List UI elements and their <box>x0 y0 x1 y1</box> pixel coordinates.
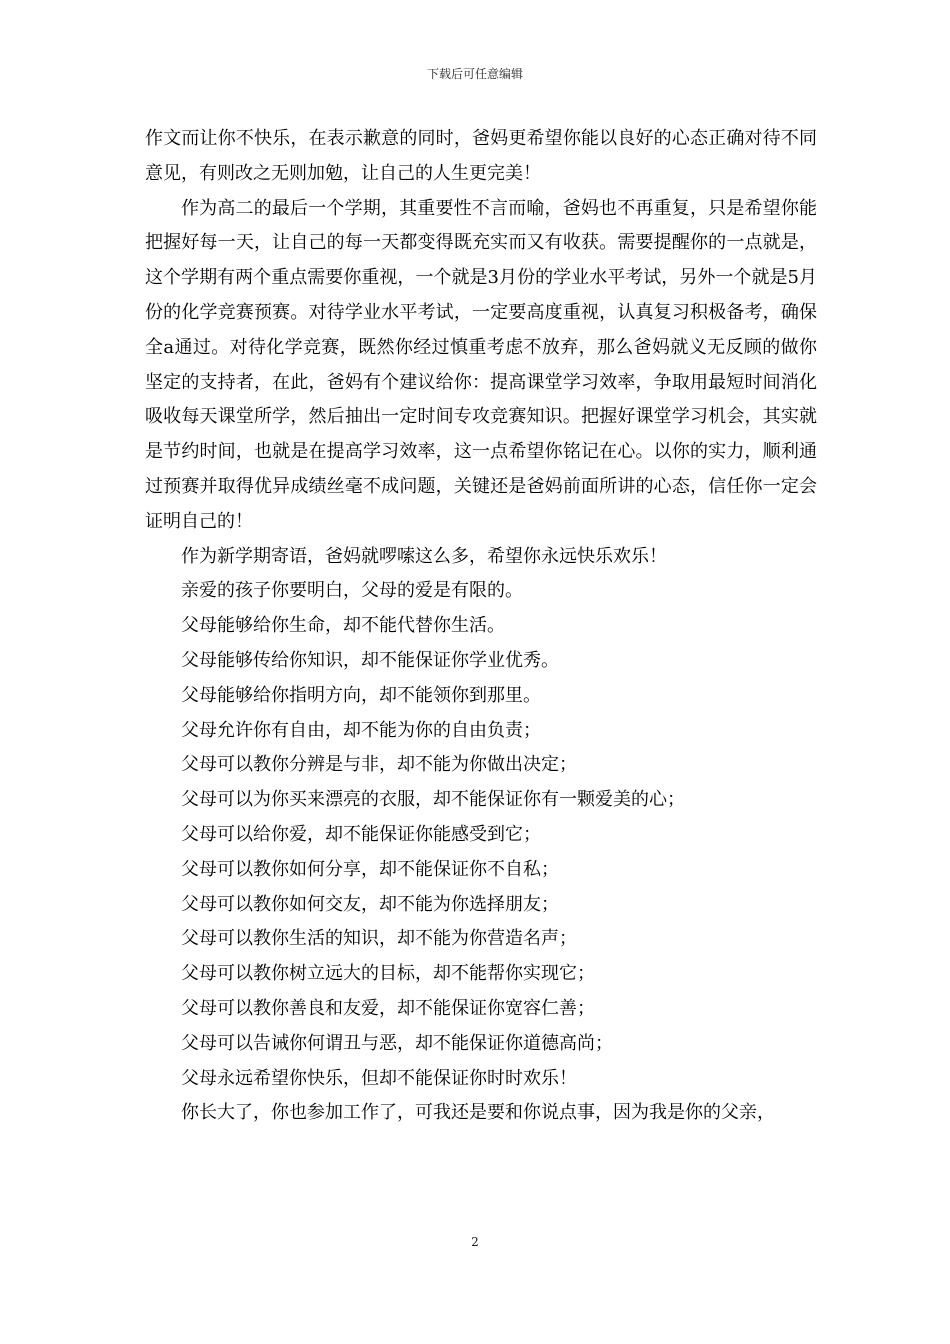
paragraph-10: 父母可以为你买来漂亮的衣服，却不能保证你有一颗爱美的心； <box>181 789 685 811</box>
paragraph-8: 父母允许你有自由，却不能为你的自由负责； <box>181 719 541 741</box>
paragraph-3: 作为新学期寄语，爸妈就啰嗦这么多，希望你永远快乐欢乐！ <box>181 545 667 567</box>
paragraph-6: 父母能够传给你知识，却不能保证你学业优秀。 <box>181 649 559 671</box>
document-body <box>145 122 817 1131</box>
paragraph-11: 父母可以给你爱，却不能保证你能感受到它； <box>181 823 541 845</box>
paragraph-12: 父母可以教你如何分享，却不能保证你不自私； <box>181 858 559 880</box>
paragraph-7: 父母能够给你指明方向，却不能领你到那里。 <box>181 684 541 706</box>
paragraph-2: 作为高二的最后一个学期，其重要性不言而喻，爸妈也不再重复，只是希望你能把握好每一天，让自己的每一天都变得既充实而又有收获。需要提醒你的一点就是，这个学期有两个重点需要你重视，一个就是3月份的学业水平考试，另外一个就是5月份的化学竞赛预赛。对待学业水平考试，一定要高度重视，认真复习积极备考，确保全a通过。对待化学竞赛，既然你经过慎重考虑不放弃，那么爸妈就义无反顾的做你坚定的支持者，在此，爸妈有个建议给你：提高课堂学习效率，争取用最短时间消化吸收每天课堂所学，然后抽出一定时间专攻竞赛知识。把握好课堂学习机会，其实就是节约时间，也就是在提高学习效率，这一点希望你铭记在心。以你的实力，顺利通过预赛并取得优异成绩丝毫不成问题，关键还是爸妈前面所讲的心态，信任你一定会证明自己的！ <box>145 197 817 532</box>
paragraph-18: 父母永远希望你快乐，但却不能保证你时时欢乐！ <box>181 1067 577 1089</box>
paragraph-16: 父母可以教你善良和友爱，却不能保证你宽容仁善； <box>181 997 595 1019</box>
paragraph-9: 父母可以教你分辨是与非，却不能为你做出决定； <box>181 754 577 776</box>
paragraph-14: 父母可以教你生活的知识，却不能为你营造名声； <box>181 928 577 950</box>
paragraph-17: 父母可以告诫你何谓丑与恶，却不能保证你道德高尚； <box>181 1032 613 1054</box>
paragraph-15: 父母可以教你树立远大的目标，却不能帮你实现它； <box>181 963 595 985</box>
paragraph-4: 亲爱的孩子你要明白，父母的爱是有限的。 <box>181 580 523 602</box>
paragraph-19: 你长大了，你也参加工作了，可我还是要和你说点事，因为我是你的父亲， <box>181 1102 775 1124</box>
paragraph-1: 作文而让你不快乐，在表示歉意的同时，爸妈更希望你能以良好的心态正确对待不同意见，有则改之无则加勉，让自己的人生更完美！ <box>145 128 817 184</box>
paragraph-5: 父母能够给你生命，却不能代替你生活。 <box>181 615 505 637</box>
page-header: 下载后可任意编辑 <box>426 67 523 81</box>
page-number: 2 <box>471 1235 479 1249</box>
paragraph-13: 父母可以教你如何交友，却不能为你选择朋友； <box>181 893 559 915</box>
